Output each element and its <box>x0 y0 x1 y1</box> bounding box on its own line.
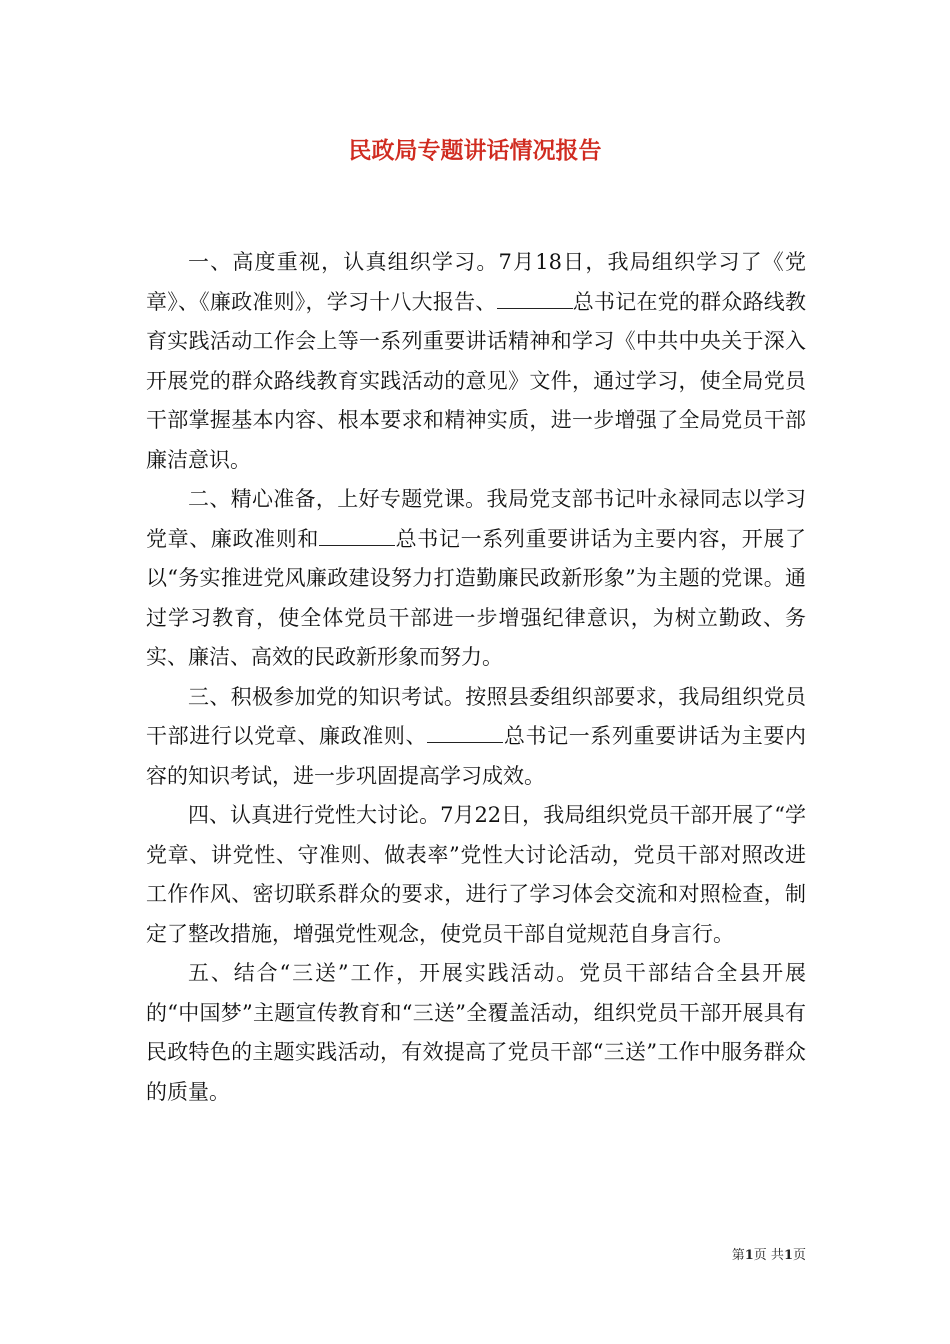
paragraph-5-heading: 五、结合“三送”工作，开展实践活动。 <box>188 961 580 985</box>
fill-in-blank <box>497 290 573 309</box>
paragraph-2-heading: 二、精心准备，上好专题党课。 <box>188 487 487 511</box>
footer-suffix: 页 <box>792 1248 806 1263</box>
paragraph-3-heading: 三、积极参加党的知识考试。 <box>188 684 466 709</box>
footer-current-page: 1 <box>744 1248 754 1263</box>
paragraph-5-text: 党员干部结合全县开展的“中国梦”主题宣传教育和“三送”全覆盖活动，组织党员干部开展具有民政特色的主题实践活动，有效提高了党员干部“三送”工作中服务群众的质量。 <box>146 961 806 1104</box>
document-body <box>146 243 806 1112</box>
footer-prefix: 第 <box>731 1248 745 1263</box>
fill-in-blank <box>427 724 503 743</box>
paragraph-3 <box>146 678 806 797</box>
paragraph-4-text: 7月22日，我局组织党员干部开展了“学党章、讲党性、守准则、做表率”党性大讨论活动，党员干部对照改进工作作风、密切联系群众的要求，进行了学习体会交流和对照检查，制定了整改措施，增强党性观念，使党员干部自觉规范自身言行。 <box>146 803 806 946</box>
paragraph-1-heading: 一、高度重视，认真组织学习。 <box>188 250 499 274</box>
fill-in-blank <box>319 527 395 546</box>
paragraph-3-text-before-blank: 按照县委组织部要求，我局组织党员干部进行以党章、廉政准则、 <box>146 684 807 748</box>
page-title: 民政局专题讲话情况报告 <box>348 137 602 164</box>
paragraph-4-heading: 四、认真进行党性大讨论。 <box>188 803 441 827</box>
paragraph-1 <box>146 243 806 480</box>
paragraph-4 <box>146 796 806 954</box>
paragraph-5 <box>146 954 806 1112</box>
page-number-footer <box>732 1247 806 1265</box>
paragraph-1-text-before-blank: 7月18日，我局组织学习了《党章》、《廉政准则》，学习十八大报告、 <box>146 250 806 314</box>
paragraph-2 <box>146 480 806 678</box>
paragraph-3-text-after-blank: 总书记一系列重要讲话为主要内容的知识考试，进一步巩固提高学习成效。 <box>146 724 807 788</box>
footer-middle: 页 共 <box>753 1248 784 1263</box>
paragraph-2-text-after-blank: 总书记一系列重要讲话为主要内容，开展了以“务实推进党风廉政建设努力打造勤廉民政新形象”为主题的党课。通过学习教育，使全体党员干部进一步增强纪律意识，为树立勤政、务实、廉洁、高效的民政新形象而努力。 <box>146 526 807 669</box>
paragraph-1-text-after-blank: 总书记在党的群众路线教育实践活动工作会上等一系列重要讲话精神和学习《中共中央关于深入开展党的群众路线教育实践活动的意见》文件，通过学习，使全局党员干部掌握基本内容、根本要求和精神实质，进一步增强了全局党员干部廉洁意识。 <box>146 289 807 472</box>
footer-total-pages: 1 <box>783 1248 793 1263</box>
paragraph-2-text-before-blank: 我局党支部书记叶永禄同志以学习党章、廉政准则和 <box>146 487 806 551</box>
